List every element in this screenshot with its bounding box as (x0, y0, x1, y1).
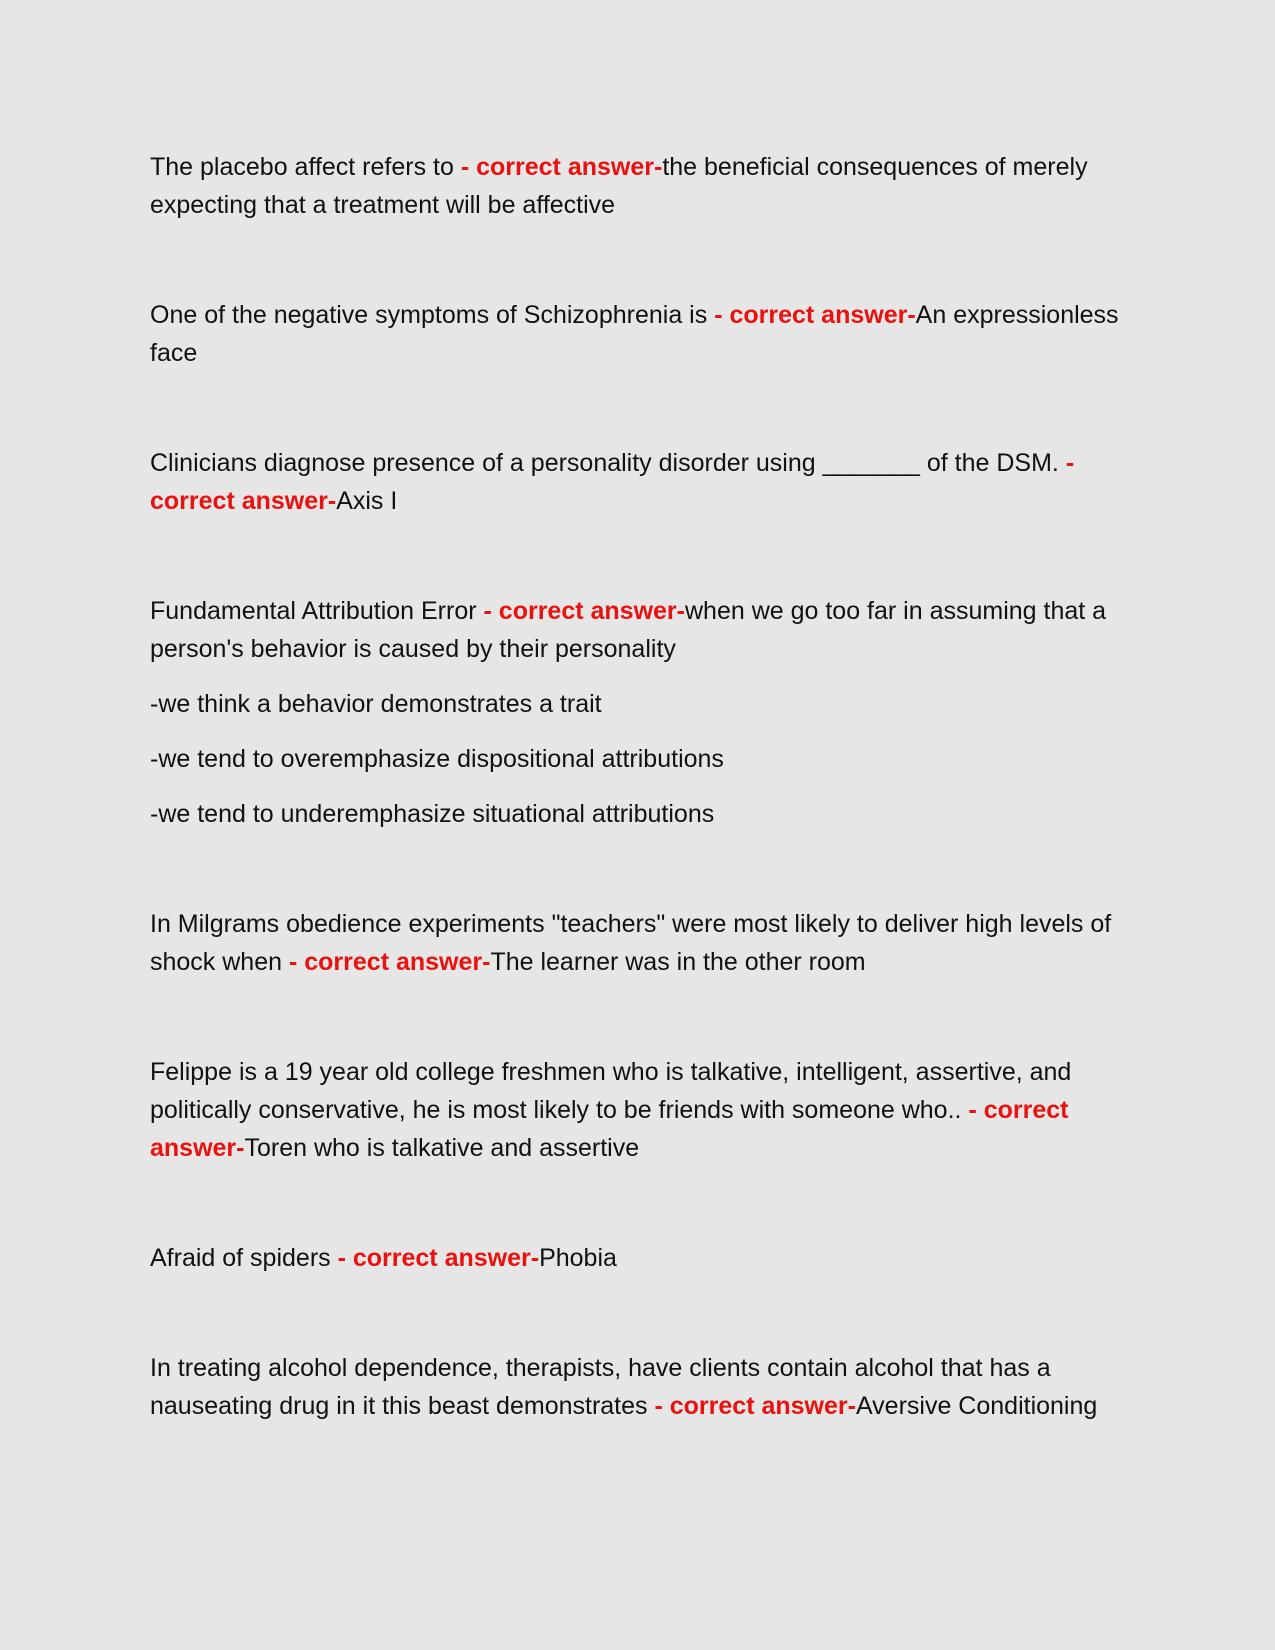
correct-answer-marker: - correct answer- (288, 948, 491, 976)
correct-answer-marker: - correct answer- (714, 301, 916, 329)
correct-answer-marker: - correct answer- (150, 449, 1075, 515)
qa-item (150, 592, 1140, 668)
qa-item (150, 905, 1140, 981)
question-text: Afraid of spiders (150, 1244, 331, 1272)
correct-answer-marker: - correct answer- (654, 1392, 856, 1420)
answer-text: when we go too far in assuming that a person's behavior is caused by their personality (150, 597, 1107, 663)
answer-text: Phobia (539, 1244, 617, 1272)
sub-point: -we tend to overemphasize dispositional attributions (150, 745, 724, 773)
question-text: Clinicians diagnose presence of a personality disorder using _______ of the DSM. (150, 449, 1059, 477)
question-text: The placebo affect refers to (150, 153, 454, 181)
question-text: In treating alcohol dependence, therapists, have clients contain alcohol that has a nauseating drug in it this beast demonstrates (150, 1354, 1051, 1420)
correct-answer-marker: - correct answer- (337, 1244, 540, 1272)
answer-text: Axis I (336, 487, 398, 515)
question-text: Fundamental Attribution Error (150, 597, 477, 625)
correct-answer-marker: - correct answer- (150, 1096, 1069, 1162)
qa-item (150, 148, 1140, 224)
answer-text: Toren who is talkative and assertive (244, 1134, 640, 1162)
sub-point: -we tend to underemphasize situational attributions (150, 800, 715, 828)
document-page (150, 148, 1140, 1497)
sub-point: -we think a behavior demonstrates a trait (150, 690, 602, 718)
answer-text: the beneficial consequences of merely expecting that a treatment will be affective (150, 153, 1088, 219)
qa-item (150, 296, 1140, 372)
correct-answer-marker: - correct answer- (460, 153, 663, 181)
qa-item (150, 1053, 1140, 1167)
qa-item (150, 1349, 1140, 1425)
qa-item (150, 444, 1140, 520)
question-text: In Milgrams obedience experiments "teachers" were most likely to deliver high levels of shock when (150, 910, 1112, 976)
answer-text: An expressionless face (150, 301, 1119, 367)
correct-answer-marker: - correct answer- (483, 597, 685, 625)
answer-text: Aversive Conditioning (855, 1392, 1098, 1420)
question-text: Felippe is a 19 year old college freshmen who is talkative, intelligent, assertive, and politically conservative, he is most likely to be friends with someone who.. (150, 1058, 1072, 1124)
answer-text: The learner was in the other room (490, 948, 866, 976)
question-text: One of the negative symptoms of Schizophrenia is (150, 301, 708, 329)
qa-item (150, 1239, 1140, 1277)
sub-point-list (150, 685, 1140, 833)
